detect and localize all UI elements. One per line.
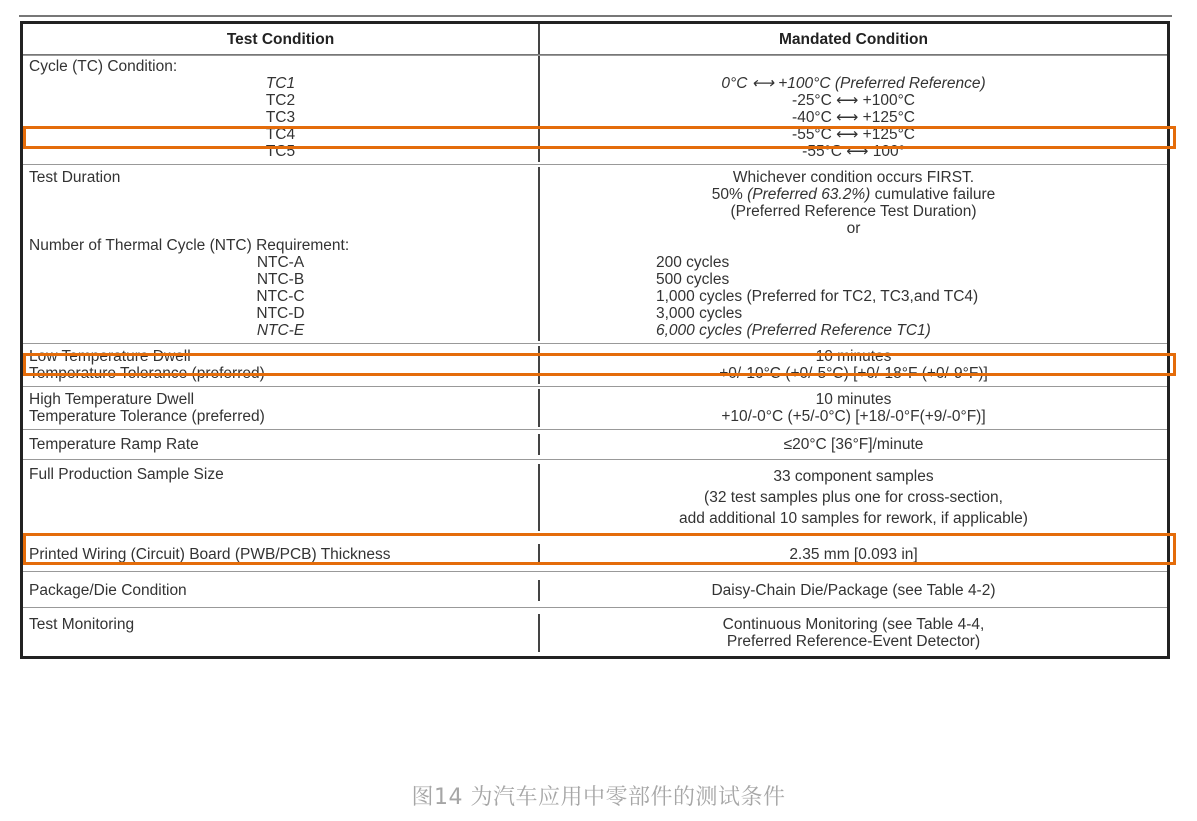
header-mandated-condition: Mandated Condition [779,31,928,48]
ntc-b-label: NTC-B [256,271,305,288]
ntc-label: Number of Thermal Cycle (NTC) Requirement: [29,237,350,254]
sample-size-label: Full Production Sample Size [23,464,540,531]
table-row-cycle [23,55,1167,164]
tc1-label: TC1 [265,75,296,92]
top-rule [19,15,1172,17]
tc4-label: TC4 [265,126,296,143]
ntc-d-value: 3,000 cycles [656,305,743,322]
ntc-d-label: NTC-D [256,305,305,322]
table-header-row [23,24,1167,55]
duration-label: Test Duration [29,169,121,186]
table-row-high-dwell [23,386,1167,429]
table-row-duration [23,164,1167,343]
package-label: Package/Die Condition [23,580,540,601]
table-row-package [23,571,1167,607]
tc2-value: -25°C ⟷ +100°C [792,92,915,109]
table-row-ramp-rate [23,429,1167,459]
tc5-value: -55°C ⟷ 100° [802,143,905,160]
ntc-a-value: 200 cycles [656,254,730,271]
table-row-low-dwell [23,343,1167,386]
package-value: Daisy-Chain Die/Package (see Table 4-2) [711,582,996,599]
tc2-label: TC2 [265,92,296,109]
table-row-monitoring [23,607,1167,656]
low-dwell-value: 10 minutes [815,348,892,365]
monitoring-value-2: Preferred Reference-Event Detector) [726,633,981,650]
monitoring-value-1: Continuous Monitoring (see Table 4-4, [722,616,985,633]
thickness-label: Printed Wiring (Circuit) Board (PWB/PCB) Thickness [23,544,540,565]
sample-size-value-1: 33 component samples [773,468,934,485]
table-row-sample-size [23,459,1167,535]
duration-line-2: 50% (Preferred 63.2%) cumulative failure [711,186,996,203]
ntc-c-value: 1,000 cycles (Preferred for TC2, TC3,and TC4) [656,288,979,305]
high-tolerance-label: Temperature Tolerance (preferred) [29,408,265,425]
figure-caption: 图14 为汽车应用中零部件的测试条件 [411,785,786,810]
duration-line-1: Whichever condition occurs FIRST. [732,169,975,186]
tc3-label: TC3 [265,109,296,126]
header-test-condition: Test Condition [23,24,540,54]
ntc-a-label: NTC-A [256,254,305,271]
low-dwell-label: Low Temperature Dwell [29,348,191,365]
thickness-value: 2.35 mm [0.093 in] [789,546,918,563]
low-tolerance-value: +0/-10°C (+0/-5°C) [+0/-18°F (+0/-9°F)] [719,365,988,382]
tc5-label: TC5 [265,143,296,160]
tc1-value: 0°C ⟷ +100°C (Preferred Reference) [721,75,986,92]
sample-size-value-3: add additional 10 samples for rework, if applicable) [679,510,1028,527]
monitoring-label: Test Monitoring [23,614,540,652]
table-row-thickness [23,535,1167,571]
ntc-e-value: 6,000 cycles (Preferred Reference TC1) [656,322,931,339]
ntc-c-label: NTC-C [256,288,305,305]
low-tolerance-label: Temperature Tolerance (preferred) [29,365,265,382]
high-dwell-label: High Temperature Dwell [29,391,195,408]
ramp-rate-value: ≤20°C [36°F]/minute [783,436,924,453]
test-conditions-table [20,21,1170,659]
tc4-value: -55°C ⟷ +125°C [792,126,915,143]
ntc-b-value: 500 cycles [656,271,730,288]
high-dwell-value: 10 minutes [815,391,892,408]
duration-line-3: (Preferred Reference Test Duration) [730,203,977,220]
high-tolerance-value: +10/-0°C (+5/-0°C) [+18/-0°F(+9/-0°F)] [721,408,986,425]
duration-line-4: or [846,220,861,237]
ntc-e-label: NTC-E [256,322,305,339]
cycle-label: Cycle (TC) Condition: [29,58,178,75]
ramp-rate-label: Temperature Ramp Rate [23,434,540,455]
tc3-value: -40°C ⟷ +125°C [792,109,915,126]
sample-size-value-2: (32 test samples plus one for cross-section, [704,489,1003,506]
